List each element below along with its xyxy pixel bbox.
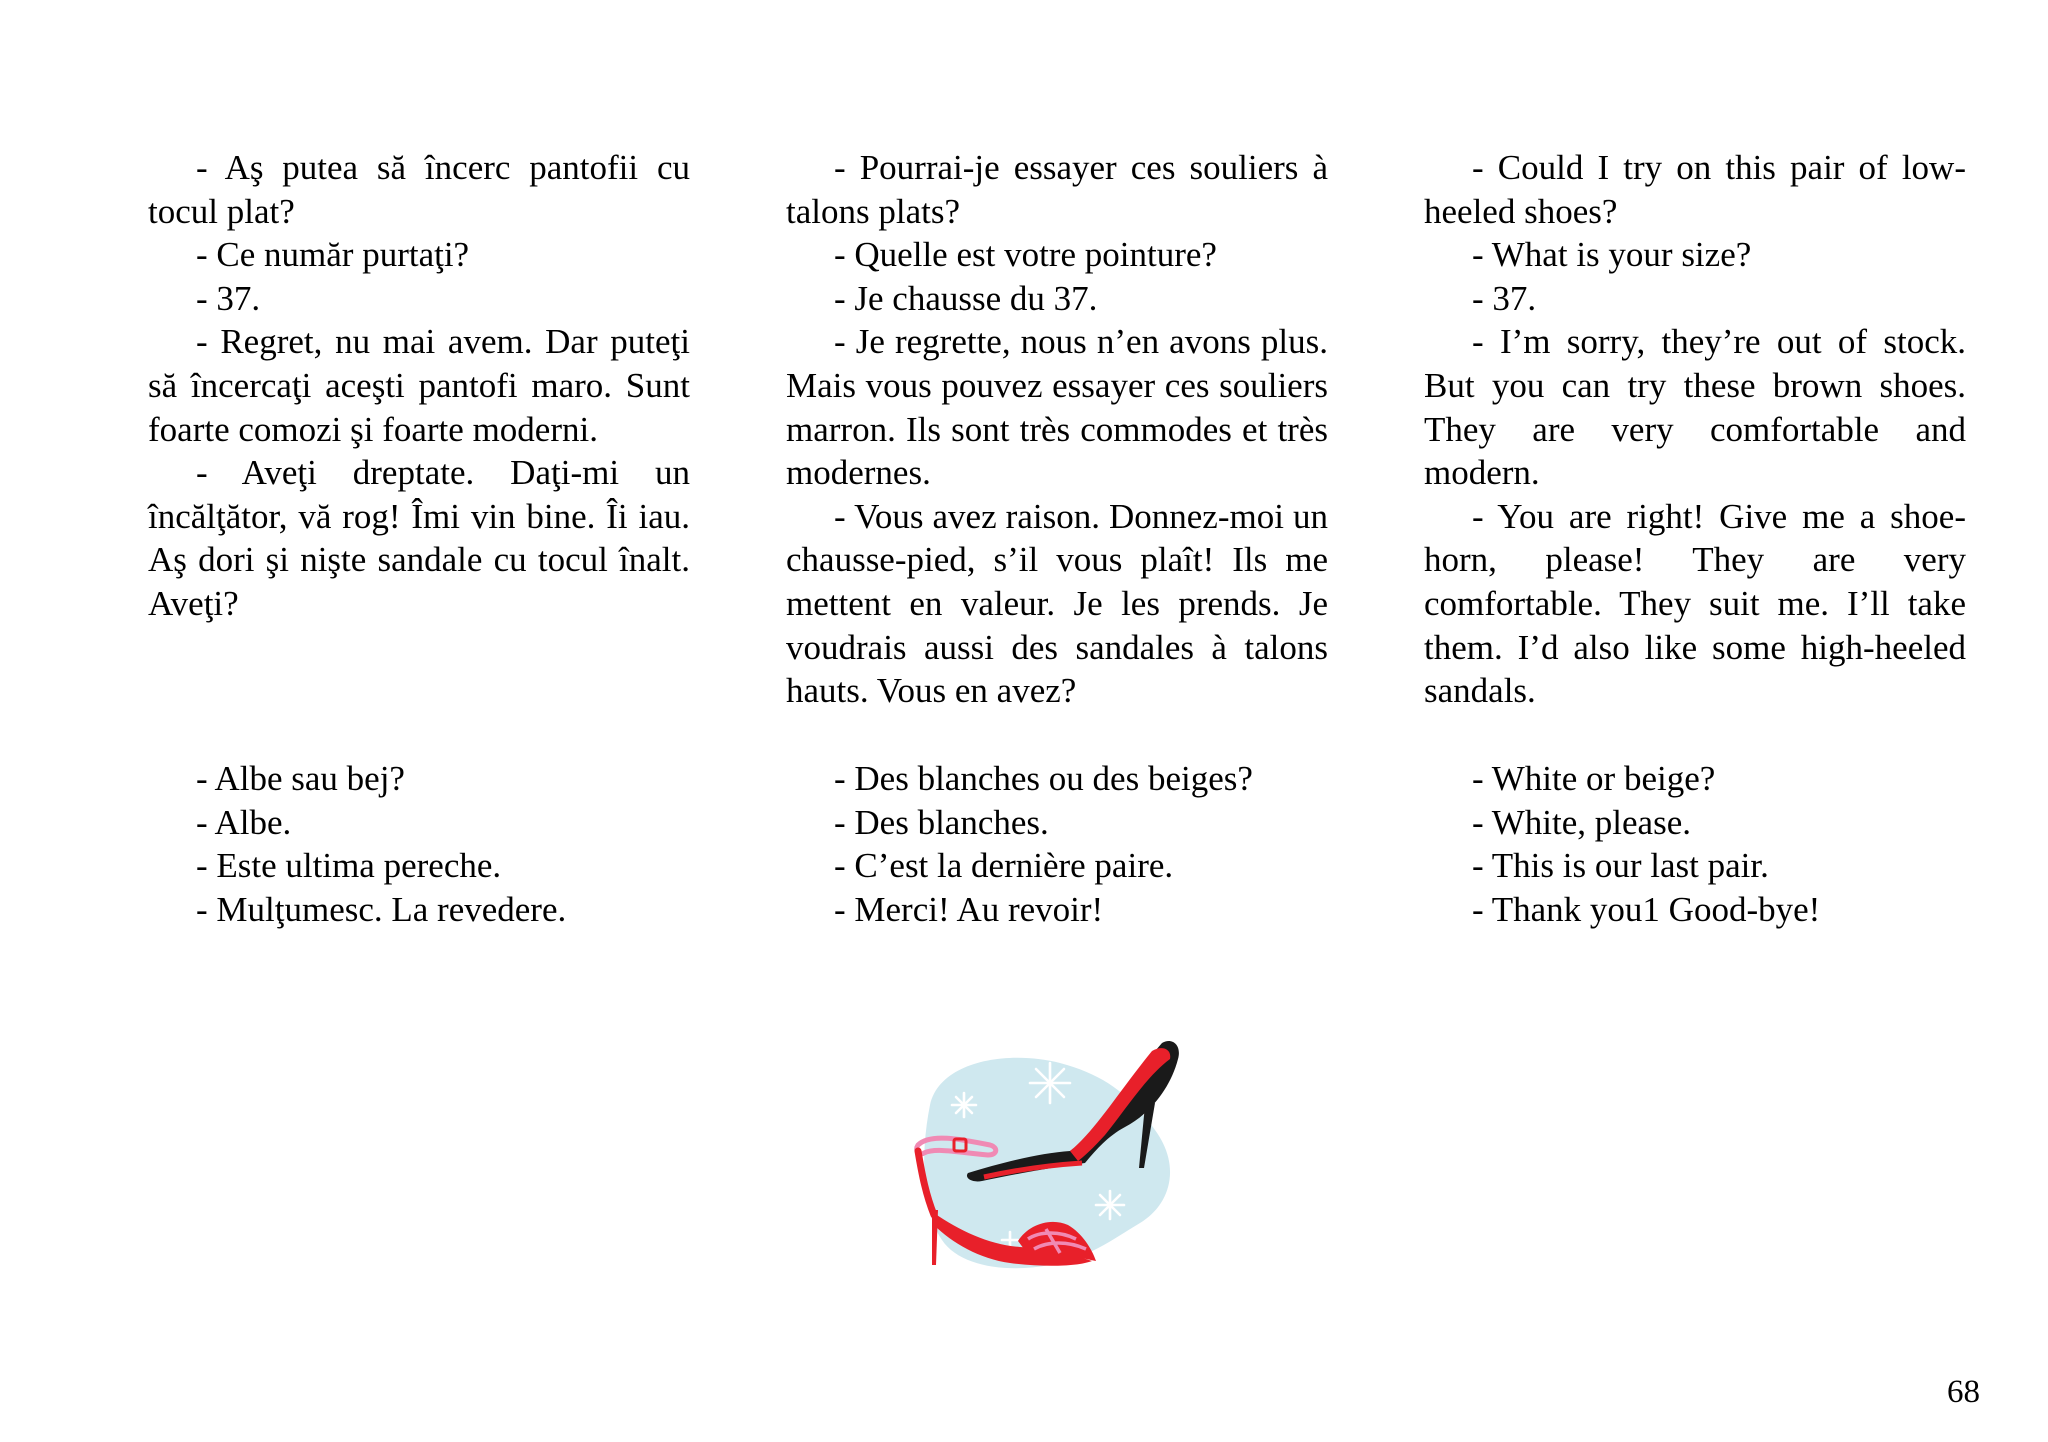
english-dialogue-b bbox=[1424, 757, 1966, 931]
french-line: - Merci! Au revoir! bbox=[834, 889, 1104, 929]
french-line: - Des blanches ou des beiges? bbox=[834, 759, 1253, 798]
english-column bbox=[1424, 146, 1966, 929]
romanian-dialogue-a bbox=[148, 146, 690, 626]
romanian-column bbox=[148, 146, 690, 929]
french-line: - Je regrette, nous n’en avons plus. Mais vous pouvez essayer ces souliers marron. Ils sont très commodes et très modernes. bbox=[786, 322, 1328, 493]
english-line: - I’m sorry, they’re out of stock. But you can try these brown shoes. They are very comfortable and modern. bbox=[1424, 322, 1966, 493]
romanian-line: - Albe sau bej? bbox=[196, 759, 405, 798]
english-line: - Could I try on this pair of low-heeled shoes? bbox=[1424, 148, 1966, 231]
french-column bbox=[786, 146, 1328, 929]
romanian-line: - 37. bbox=[196, 278, 261, 318]
romanian-line: - Aveţi dreptate. Daţi-mi un încălţător, vă rog! Îmi vin bine. Îi iau. Aş dori şi nişte sandale cu tocul înalt. Aveţi? bbox=[148, 453, 690, 623]
french-line: - Je chausse du 37. bbox=[834, 278, 1098, 318]
french-line: - Vous avez raison. Donnez-moi un chausse-pied, s’il vous plaît! Ils me mettent en valeur. Je les prends. Je voudrais aussi des sandales à talons hauts. Vous en avez? bbox=[786, 496, 1328, 711]
romanian-line: - Ce număr purtaţi? bbox=[196, 235, 470, 275]
english-line: - What is your size? bbox=[1472, 235, 1752, 275]
english-line: - This is our last pair. bbox=[1472, 846, 1769, 886]
french-line: - Des blanches. bbox=[834, 802, 1049, 842]
french-dialogue-a bbox=[786, 146, 1328, 713]
romanian-line: - Regret, nu mai avem. Dar puteţi să încercaţi aceşti pantofi maro. Sunt foarte comozi şi foarte moderni. bbox=[148, 322, 690, 449]
english-line: - 37. bbox=[1472, 278, 1537, 318]
high-heel-shoes-icon bbox=[900, 1035, 1200, 1275]
romanian-line: - Aş putea să încerc pantofii cu tocul plat? bbox=[148, 148, 690, 231]
french-line: - Quelle est votre pointure? bbox=[834, 235, 1217, 275]
romanian-line: - Albe. bbox=[196, 802, 292, 842]
romanian-dialogue-b bbox=[148, 757, 690, 931]
romanian-line: - Mulţumesc. La revedere. bbox=[196, 889, 567, 929]
english-line: - White, please. bbox=[1472, 802, 1691, 842]
romanian-line: - Este ultima pereche. bbox=[196, 846, 502, 886]
french-dialogue-b bbox=[786, 757, 1328, 931]
english-line: - White or beige? bbox=[1472, 759, 1716, 798]
page-number: 68 bbox=[1947, 1374, 1980, 1410]
french-line: - C’est la dernière paire. bbox=[834, 846, 1174, 886]
french-line: - Pourrai-je essayer ces souliers à talons plats? bbox=[786, 148, 1328, 231]
english-line: - Thank you1 Good-bye! bbox=[1472, 889, 1821, 929]
english-line: - You are right! Give me a shoe-horn, please! They are very comfortable. They suit me. I’ll take them. I’d also like some high-heeled sandals. bbox=[1424, 496, 1966, 711]
english-dialogue-a bbox=[1424, 146, 1966, 713]
